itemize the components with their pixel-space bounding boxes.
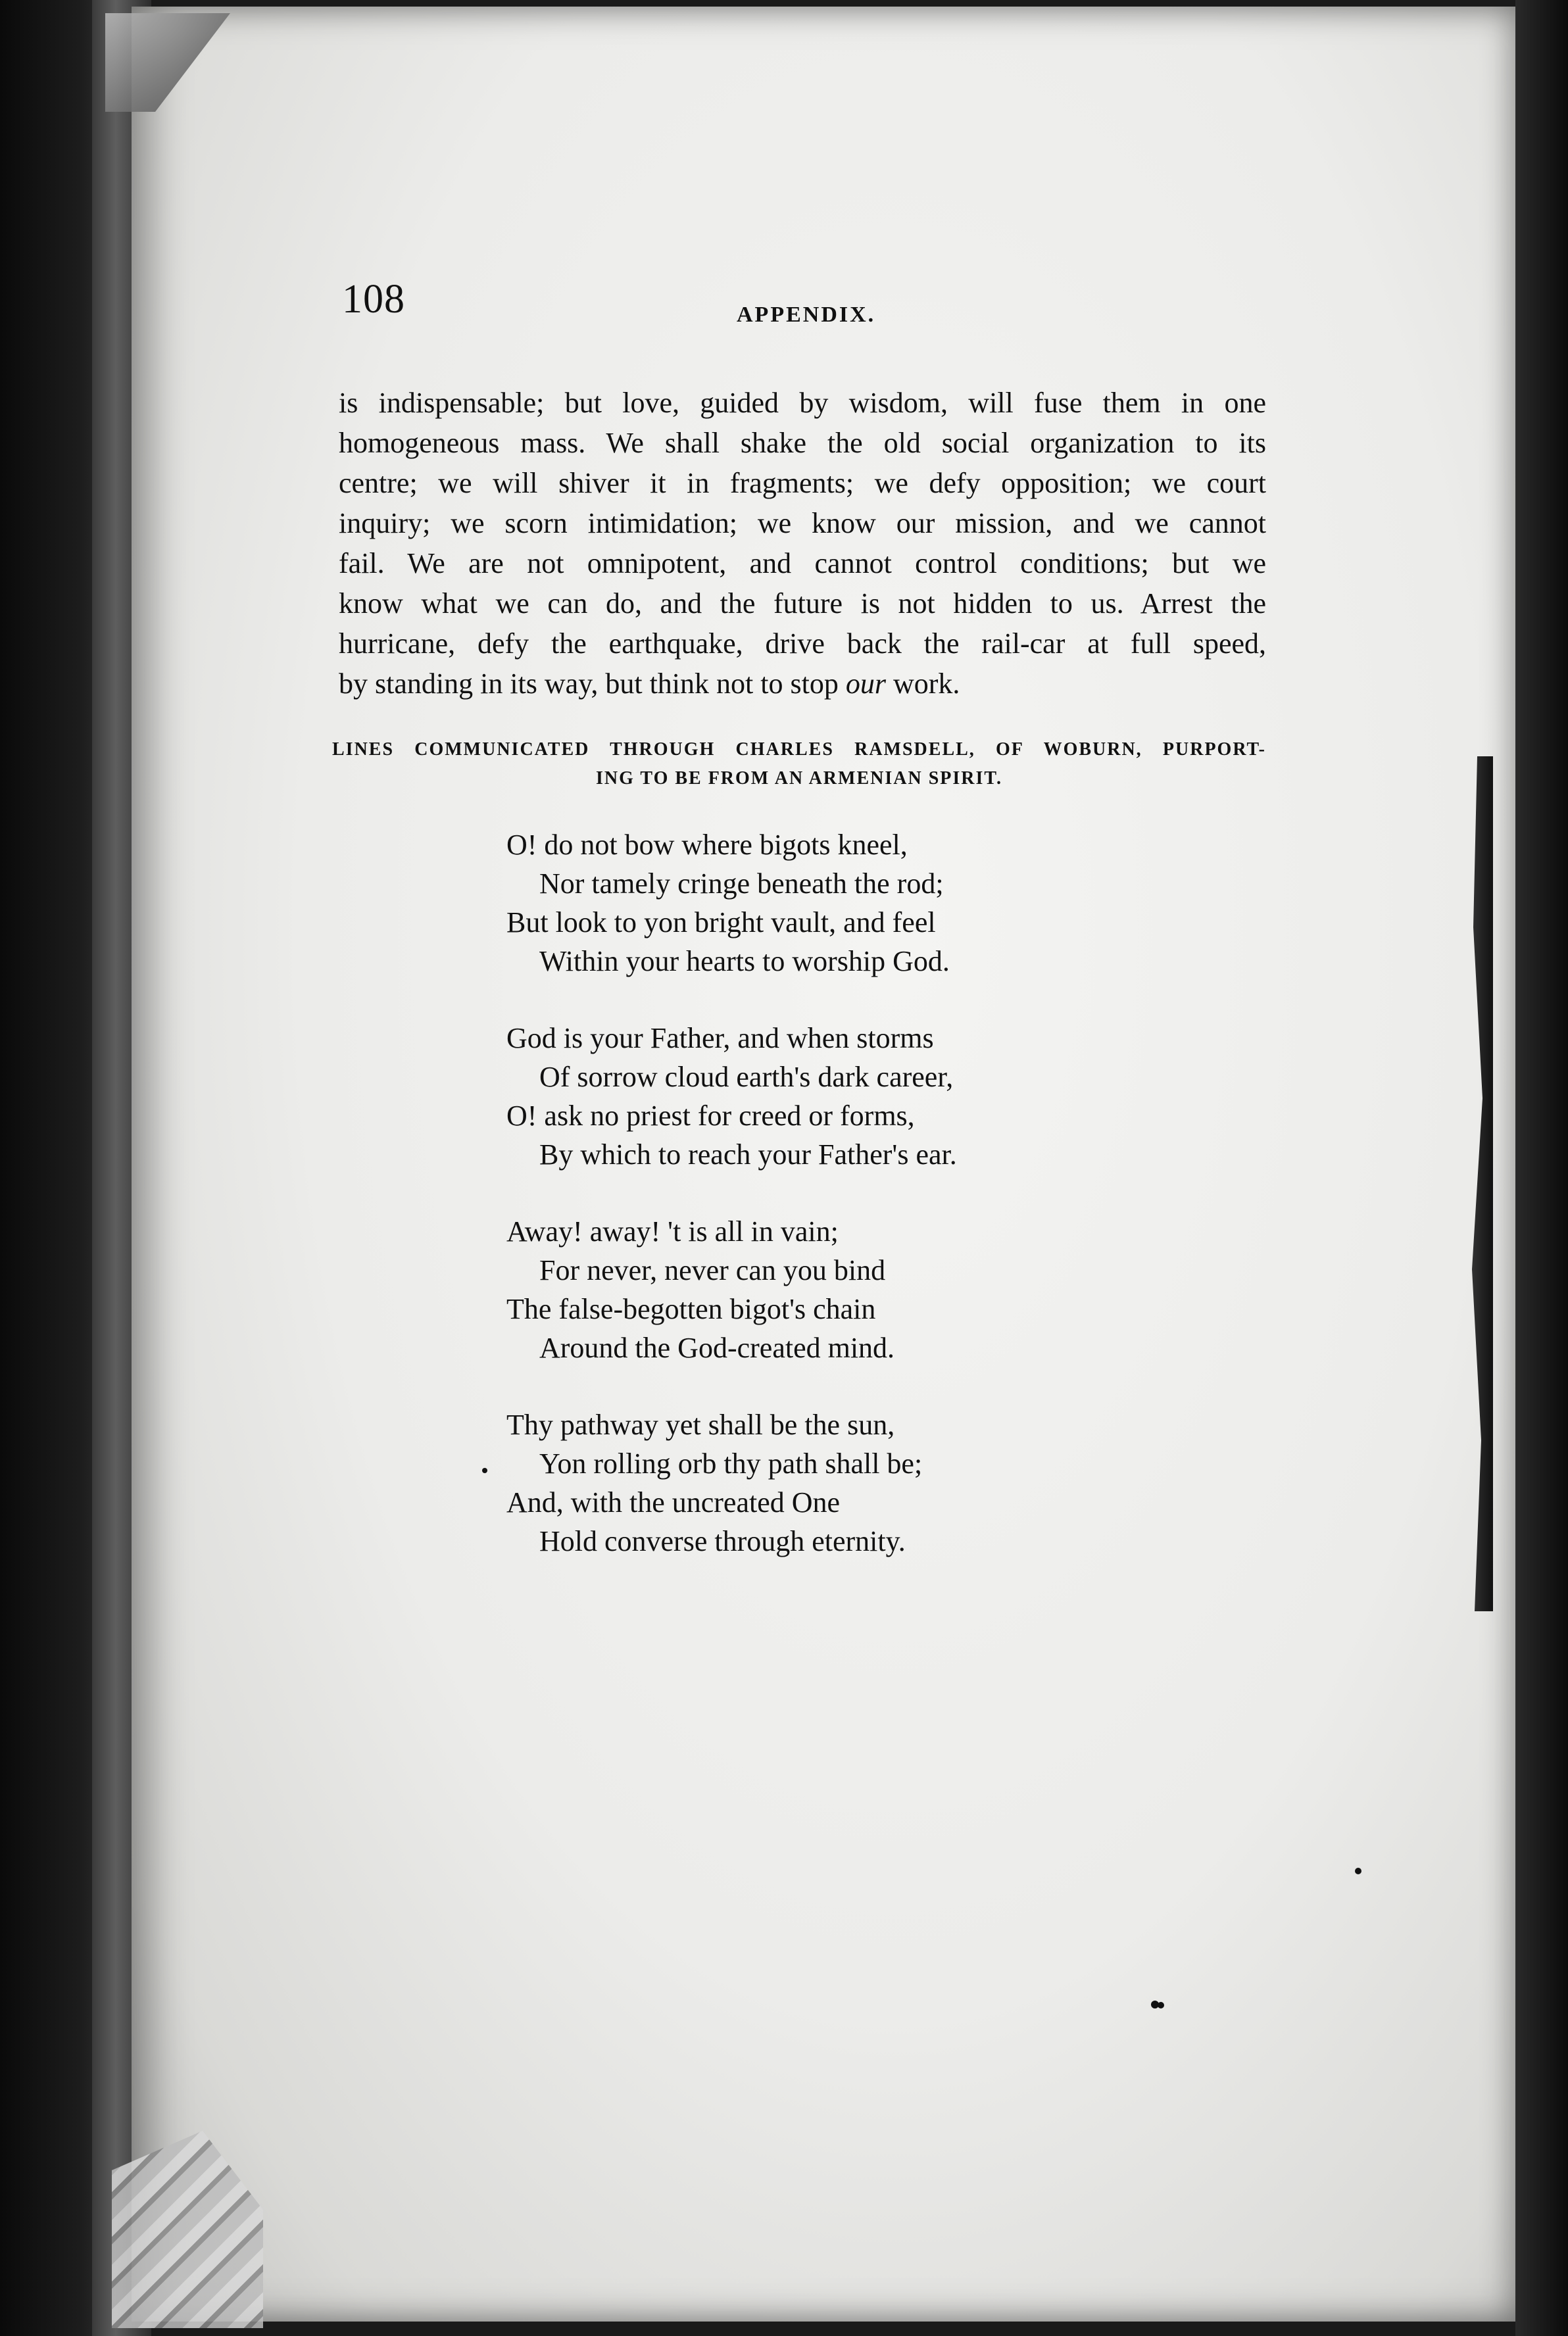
poem [506, 825, 1098, 1599]
verse-line: O! do not bow where bigots kneel, [506, 829, 908, 861]
prose-line: homogeneous mass. We shall shake the old social organization to its [339, 427, 1266, 459]
verse-line: Thy pathway yet shall be the sun, [506, 1409, 895, 1441]
verse-line: Nor tamely cringe beneath the rod; [539, 867, 944, 900]
verse-line: Around the God-created mind. [539, 1332, 895, 1364]
running-head [342, 276, 1263, 335]
prose-final-text: by standing in its way, but think not to stop [339, 668, 846, 700]
heading-line: LINES COMMUNICATED THROUGH CHARLES RAMSDELL, OF WOBURN, PURPORT- [332, 739, 1266, 760]
page-number: 108 [342, 277, 405, 322]
prose-final-end: work. [885, 668, 960, 700]
verse-line: God is your Father, and when storms [506, 1022, 934, 1054]
ink-speck [1158, 2002, 1164, 2008]
prose-emphasis: our [845, 668, 886, 700]
heading-line: ING TO BE FROM AN ARMENIAN SPIRIT. [596, 768, 1002, 789]
verse-line: Of sorrow cloud earth's dark career, [539, 1061, 954, 1093]
verse-line: But look to yon bright vault, and feel [506, 906, 936, 938]
verse-line: O! ask no priest for creed or forms, [506, 1100, 915, 1132]
prose-line: fail. We are not omnipotent, and cannot control conditions; but we [339, 547, 1266, 579]
stanza [506, 825, 1098, 981]
verse-line: By which to reach your Father's ear. [539, 1138, 957, 1171]
verse-line: For never, never can you bind [539, 1254, 886, 1286]
verse-line: Within your hearts to worship God. [539, 945, 950, 977]
verse-line: Hold converse through eternity. [539, 1525, 906, 1557]
prose-line: know what we can do, and the future is not hidden to us. Arrest the [339, 587, 1266, 620]
verse-line: And, with the uncreated One [506, 1486, 841, 1519]
prose-line: is indispensable; but love, guided by wisdom, will fuse them in one [339, 387, 1266, 419]
ink-speck [482, 1468, 487, 1473]
facing-page-edge [1515, 0, 1568, 2336]
prose-line: centre; we will shiver it in fragments; we defy opposition; we court [339, 467, 1266, 499]
prose-line-final [339, 664, 1266, 704]
stanza [506, 1405, 1098, 1561]
prose-paragraph [339, 383, 1266, 704]
running-title: APPENDIX. [737, 303, 876, 327]
prose-line: inquiry; we scorn intimidation; we know our mission, and we cannot [339, 507, 1266, 539]
ink-speck [1355, 1868, 1361, 1874]
verse-line: Away! away! 't is all in vain; [506, 1215, 839, 1248]
prose-line: hurricane, defy the earthquake, drive back the rail-car at full speed, [339, 627, 1266, 660]
stanza [506, 1019, 1098, 1174]
verse-line: The false-begotten bigot's chain [506, 1293, 876, 1325]
verse-line: Yon rolling orb thy path shall be; [539, 1448, 923, 1480]
stanza [506, 1212, 1098, 1367]
poem-heading [332, 735, 1266, 793]
